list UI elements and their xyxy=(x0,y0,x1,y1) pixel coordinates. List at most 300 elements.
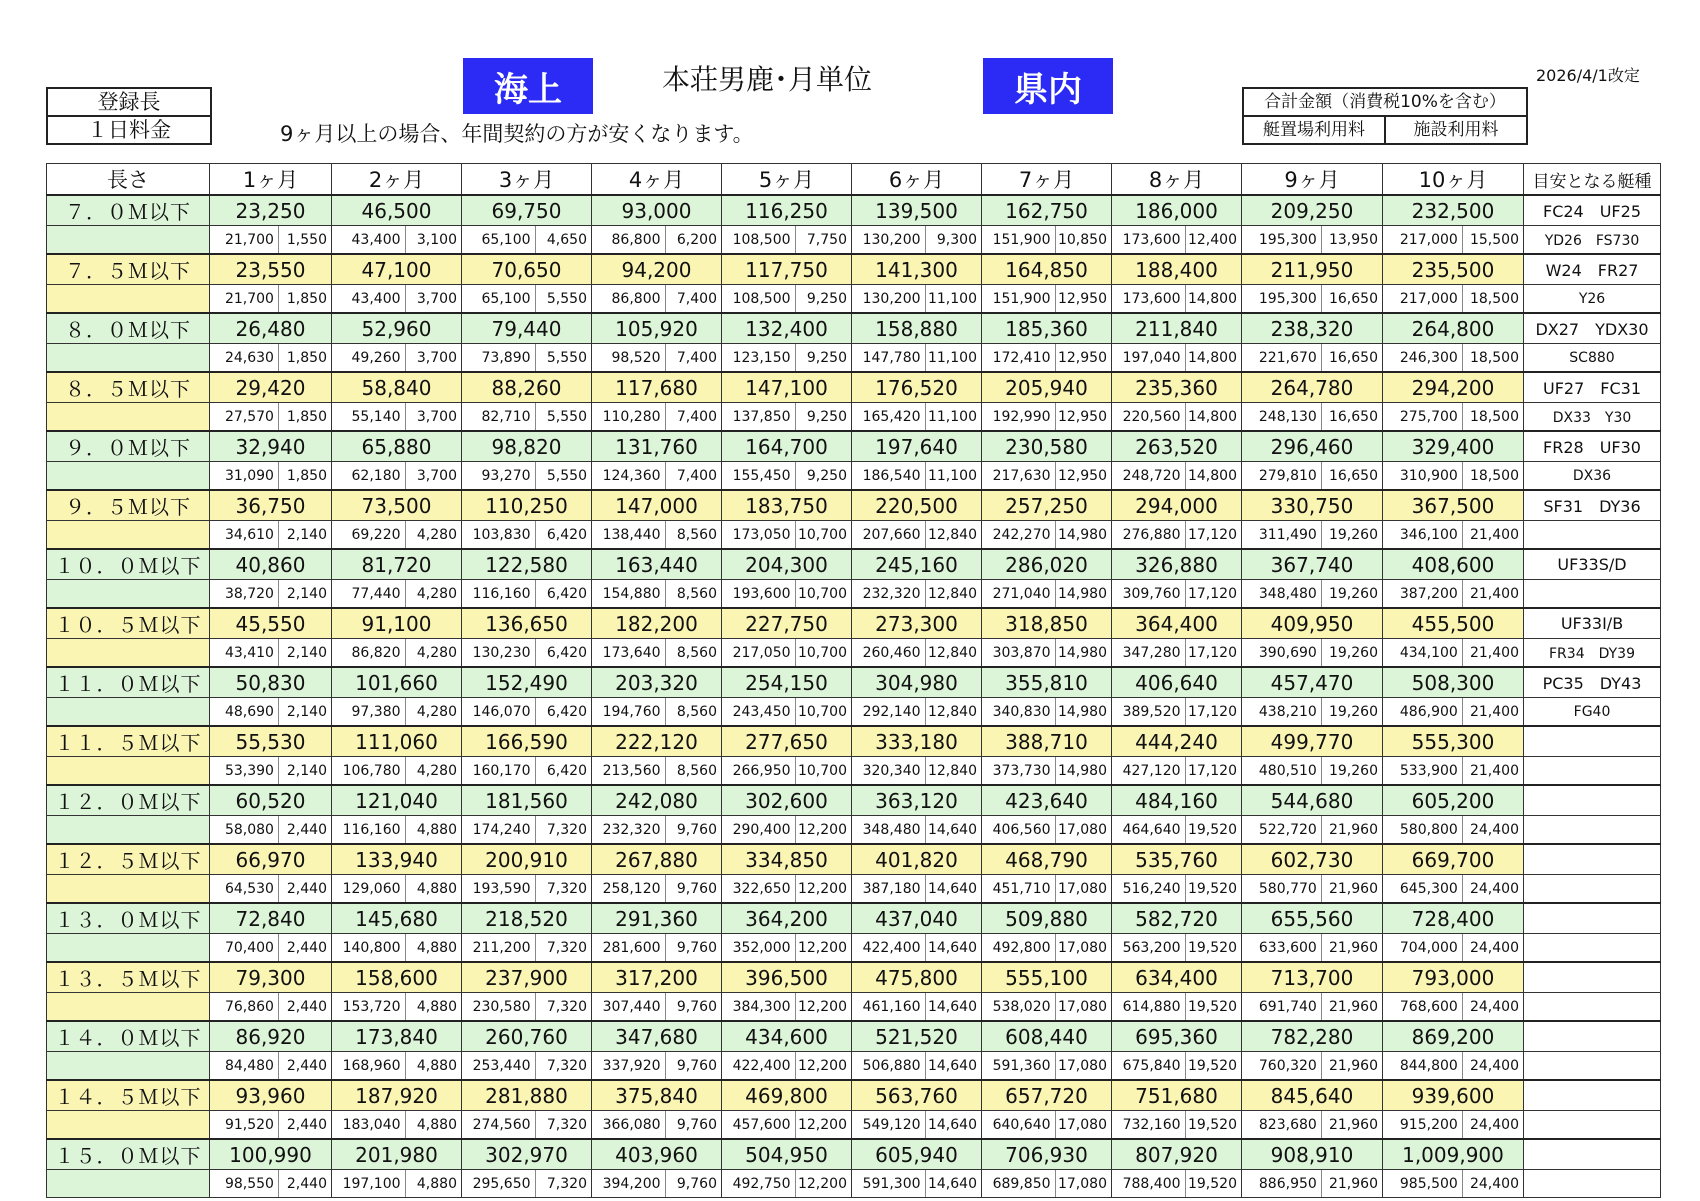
facility-fee: 24,400 xyxy=(1469,998,1519,1015)
fee-breakdown xyxy=(982,344,1112,373)
facility-fee: 10,700 xyxy=(797,526,847,543)
berth-fee: 86,820 xyxy=(332,639,406,666)
fee-breakdown xyxy=(1242,1170,1383,1198)
berth-fee: 130,230 xyxy=(462,639,536,666)
fee-breakdown xyxy=(722,1111,852,1140)
total-amount: 145,680 xyxy=(332,903,462,934)
fee-breakdown xyxy=(210,285,332,314)
boat-length-spacer xyxy=(47,403,210,432)
fee-breakdown xyxy=(592,1052,722,1081)
total-amount: 363,120 xyxy=(852,785,982,816)
berth-fee: 53,390 xyxy=(210,757,279,784)
fee-breakdown xyxy=(592,462,722,491)
facility-fee: 17,080 xyxy=(1057,1175,1107,1192)
berth-fee: 689,850 xyxy=(982,1170,1056,1197)
fee-breakdown xyxy=(1112,521,1242,550)
facility-fee: 18,500 xyxy=(1469,349,1519,366)
table-header-row xyxy=(47,164,1661,196)
fee-breakdown xyxy=(852,1170,982,1198)
fee-breakdown xyxy=(852,993,982,1022)
berth-fee: 137,850 xyxy=(722,403,796,430)
fee-breakdown xyxy=(1242,1111,1383,1140)
fee-breakdown xyxy=(1242,521,1383,550)
boat-model xyxy=(1524,934,1661,963)
fee-breakdown xyxy=(1242,698,1383,727)
total-amount: 260,760 xyxy=(462,1021,592,1052)
total-amount: 46,500 xyxy=(332,195,462,226)
total-amount: 101,660 xyxy=(332,667,462,698)
fee-breakdown xyxy=(852,344,982,373)
total-amount: 296,460 xyxy=(1242,431,1383,462)
facility-fee: 12,200 xyxy=(797,998,847,1015)
total-amount: 116,250 xyxy=(722,195,852,226)
total-amount: 238,320 xyxy=(1242,313,1383,344)
column-header: 7ヶ月 xyxy=(982,164,1112,196)
facility-fee: 2,440 xyxy=(286,998,327,1015)
fee-breakdown xyxy=(1383,993,1524,1022)
berth-fee: 230,580 xyxy=(462,993,536,1020)
berth-fee: 346,100 xyxy=(1383,521,1463,548)
facility-fee: 3,100 xyxy=(416,231,457,248)
facility-fee: 21,960 xyxy=(1328,1057,1378,1074)
boat-length-spacer xyxy=(47,285,210,314)
fee-breakdown xyxy=(210,1111,332,1140)
berth-fee: 823,680 xyxy=(1242,1111,1322,1138)
berth-fee: 614,880 xyxy=(1112,993,1186,1020)
total-amount: 117,680 xyxy=(592,372,722,403)
facility-fee: 11,100 xyxy=(927,349,977,366)
total-amount: 605,940 xyxy=(852,1139,982,1170)
total-amount: 133,940 xyxy=(332,844,462,875)
berth-fee: 130,200 xyxy=(852,285,926,312)
facility-fee: 12,840 xyxy=(927,526,977,543)
facility-fee: 17,080 xyxy=(1057,1057,1107,1074)
fee-breakdown xyxy=(332,639,462,668)
facility-fee: 10,700 xyxy=(797,703,847,720)
fee-breakdown xyxy=(982,1170,1112,1198)
total-amount: 186,000 xyxy=(1112,195,1242,226)
fee-breakdown xyxy=(592,580,722,609)
table-row xyxy=(47,667,1661,698)
fee-breakdown xyxy=(332,757,462,786)
total-amount: 475,800 xyxy=(852,962,982,993)
berth-fee: 24,630 xyxy=(210,344,279,371)
facility-fee: 12,950 xyxy=(1057,349,1107,366)
total-amount: 669,700 xyxy=(1383,844,1524,875)
berth-fee: 337,920 xyxy=(592,1052,666,1079)
facility-fee: 2,140 xyxy=(286,762,327,779)
boat-length: １３．０Ｍ以下 xyxy=(47,903,210,934)
facility-fee: 18,500 xyxy=(1469,467,1519,484)
total-amount: 164,850 xyxy=(982,254,1112,285)
total-amount: 166,590 xyxy=(462,726,592,757)
fee-breakdown xyxy=(1383,698,1524,727)
total-amount: 205,940 xyxy=(982,372,1112,403)
berth-fee: 48,690 xyxy=(210,698,279,725)
fee-breakdown xyxy=(982,875,1112,904)
berth-fee: 110,280 xyxy=(592,403,666,430)
fee-breakdown xyxy=(1383,816,1524,845)
total-amount: 220,500 xyxy=(852,490,982,521)
total-amount: 203,320 xyxy=(592,667,722,698)
fee-breakdown xyxy=(722,993,852,1022)
total-amount: 200,910 xyxy=(462,844,592,875)
berth-fee: 549,120 xyxy=(852,1111,926,1138)
berth-fee: 62,180 xyxy=(332,462,406,489)
fee-breakdown xyxy=(1383,226,1524,255)
total-amount: 508,300 xyxy=(1383,667,1524,698)
total-amount: 793,000 xyxy=(1383,962,1524,993)
table-row-breakdown xyxy=(47,934,1661,963)
total-amount: 204,300 xyxy=(722,549,852,580)
fee-breakdown xyxy=(722,816,852,845)
facility-fee: 7,320 xyxy=(546,1175,587,1192)
total-amount: 141,300 xyxy=(852,254,982,285)
total-amount: 230,580 xyxy=(982,431,1112,462)
berth-fee: 538,020 xyxy=(982,993,1056,1020)
total-amount: 211,950 xyxy=(1242,254,1383,285)
facility-fee: 1,850 xyxy=(286,349,327,366)
berth-fee: 86,800 xyxy=(592,226,666,253)
total-amount: 277,650 xyxy=(722,726,852,757)
column-header: 長さ xyxy=(47,164,210,196)
facility-fee: 14,980 xyxy=(1057,644,1107,661)
fee-breakdown xyxy=(1242,580,1383,609)
fee-breakdown xyxy=(1112,1170,1242,1198)
fee-breakdown xyxy=(210,875,332,904)
facility-fee: 19,520 xyxy=(1187,1116,1237,1133)
berth-fee: 246,300 xyxy=(1383,344,1463,371)
facility-fee: 21,960 xyxy=(1328,939,1378,956)
fee-breakdown xyxy=(210,580,332,609)
total-amount: 93,000 xyxy=(592,195,722,226)
facility-fee: 21,960 xyxy=(1328,880,1378,897)
table-row xyxy=(47,903,1661,934)
boat-length: １３．５Ｍ以下 xyxy=(47,962,210,993)
berth-fee: 348,480 xyxy=(1242,580,1322,607)
berth-fee: 394,200 xyxy=(592,1170,666,1197)
facility-fee: 14,980 xyxy=(1057,585,1107,602)
boat-length-spacer xyxy=(47,1052,210,1081)
facility-fee: 19,520 xyxy=(1187,821,1237,838)
berth-fee: 217,000 xyxy=(1383,285,1463,312)
fee-breakdown xyxy=(1112,757,1242,786)
facility-fee: 6,420 xyxy=(546,526,587,543)
total-amount: 499,770 xyxy=(1242,726,1383,757)
berth-fee: 217,000 xyxy=(1383,226,1463,253)
fee-breakdown xyxy=(852,1052,982,1081)
fee-breakdown xyxy=(462,403,592,432)
berth-fee: 506,880 xyxy=(852,1052,926,1079)
fee-breakdown xyxy=(210,698,332,727)
berth-fee: 242,270 xyxy=(982,521,1056,548)
total-amount: 254,150 xyxy=(722,667,852,698)
table-row xyxy=(47,313,1661,344)
berth-fee: 303,870 xyxy=(982,639,1056,666)
fee-breakdown xyxy=(332,1052,462,1081)
total-amount: 602,730 xyxy=(1242,844,1383,875)
boat-model: W24 FR27 xyxy=(1524,254,1661,285)
boat-model xyxy=(1524,903,1661,934)
facility-fee: 18,500 xyxy=(1469,290,1519,307)
badge-prefecture: 県内 xyxy=(983,58,1113,114)
fee-breakdown xyxy=(1242,875,1383,904)
berth-fee: 260,460 xyxy=(852,639,926,666)
fee-breakdown xyxy=(332,521,462,550)
total-amount: 1,009,900 xyxy=(1383,1139,1524,1170)
column-header: 1ヶ月 xyxy=(210,164,332,196)
berth-fee: 173,600 xyxy=(1112,285,1186,312)
total-amount: 468,790 xyxy=(982,844,1112,875)
berth-fee: 387,200 xyxy=(1383,580,1463,607)
facility-fee: 24,400 xyxy=(1469,1175,1519,1192)
fee-breakdown xyxy=(852,226,982,255)
facility-fee: 12,840 xyxy=(927,585,977,602)
column-header: 3ヶ月 xyxy=(462,164,592,196)
fee-breakdown xyxy=(982,403,1112,432)
fee-breakdown xyxy=(852,462,982,491)
facility-fee: 12,200 xyxy=(797,880,847,897)
total-amount: 222,120 xyxy=(592,726,722,757)
berth-fee: 232,320 xyxy=(852,580,926,607)
total-amount: 264,800 xyxy=(1383,313,1524,344)
berth-fee: 123,150 xyxy=(722,344,796,371)
facility-fee: 17,080 xyxy=(1057,939,1107,956)
berth-fee: 768,600 xyxy=(1383,993,1463,1020)
boat-model xyxy=(1524,1052,1661,1081)
total-amount: 188,400 xyxy=(1112,254,1242,285)
facility-fee: 21,400 xyxy=(1469,703,1519,720)
boat-length: １４．０Ｍ以下 xyxy=(47,1021,210,1052)
total-amount: 535,760 xyxy=(1112,844,1242,875)
berth-fee: 69,220 xyxy=(332,521,406,548)
table-row xyxy=(47,1021,1661,1052)
berth-fee: 172,410 xyxy=(982,344,1056,371)
total-amount: 706,930 xyxy=(982,1139,1112,1170)
fee-breakdown xyxy=(1112,344,1242,373)
fee-breakdown xyxy=(1242,816,1383,845)
total-amount: 73,500 xyxy=(332,490,462,521)
berth-fee: 130,200 xyxy=(852,226,926,253)
berth-fee: 129,060 xyxy=(332,875,406,902)
facility-fee: 10,700 xyxy=(797,585,847,602)
facility-fee: 24,400 xyxy=(1469,821,1519,838)
fee-breakdown xyxy=(1383,403,1524,432)
fee-breakdown xyxy=(592,993,722,1022)
fee-breakdown xyxy=(982,757,1112,786)
berth-fee: 146,070 xyxy=(462,698,536,725)
berth-fee: 274,560 xyxy=(462,1111,536,1138)
total-amount: 355,810 xyxy=(982,667,1112,698)
fee-breakdown xyxy=(332,403,462,432)
column-header: 目安となる艇種 xyxy=(1524,164,1661,196)
fee-breakdown xyxy=(722,1170,852,1198)
berth-fee: 461,160 xyxy=(852,993,926,1020)
total-amount: 364,200 xyxy=(722,903,852,934)
total-amount: 201,980 xyxy=(332,1139,462,1170)
boat-length: ８．０Ｍ以下 xyxy=(47,313,210,344)
facility-fee: 14,800 xyxy=(1187,408,1237,425)
total-amount: 634,400 xyxy=(1112,962,1242,993)
berth-fee: 116,160 xyxy=(462,580,536,607)
facility-fee: 8,560 xyxy=(676,644,717,661)
fee-breakdown xyxy=(1383,285,1524,314)
total-amount: 173,840 xyxy=(332,1021,462,1052)
facility-fee: 9,250 xyxy=(806,408,847,425)
total-amount: 318,850 xyxy=(982,608,1112,639)
fee-breakdown xyxy=(592,1111,722,1140)
fee-breakdown xyxy=(722,875,852,904)
total-amount: 72,840 xyxy=(210,903,332,934)
fee-breakdown xyxy=(592,639,722,668)
fee-breakdown xyxy=(462,580,592,609)
facility-fee: 14,800 xyxy=(1187,290,1237,307)
berth-fee: 192,990 xyxy=(982,403,1056,430)
fee-breakdown xyxy=(1242,757,1383,786)
boat-model: SC880 xyxy=(1524,344,1661,373)
berth-fee: 580,800 xyxy=(1383,816,1463,843)
fee-breakdown xyxy=(722,462,852,491)
facility-fee: 2,440 xyxy=(286,1116,327,1133)
facility-fee: 17,120 xyxy=(1187,526,1237,543)
total-amount: 484,160 xyxy=(1112,785,1242,816)
total-amount: 132,400 xyxy=(722,313,852,344)
fee-breakdown xyxy=(852,934,982,963)
berth-fee: 348,480 xyxy=(852,816,926,843)
total-amount: 88,260 xyxy=(462,372,592,403)
fee-breakdown xyxy=(592,1170,722,1198)
facility-fee: 7,400 xyxy=(676,467,717,484)
facility-fee: 11,100 xyxy=(927,467,977,484)
facility-fee: 9,250 xyxy=(806,467,847,484)
boat-length-spacer xyxy=(47,816,210,845)
total-amount: 326,880 xyxy=(1112,549,1242,580)
table-row-breakdown xyxy=(47,462,1661,491)
total-amount: 242,080 xyxy=(592,785,722,816)
total-amount: 86,920 xyxy=(210,1021,332,1052)
facility-fee: 19,520 xyxy=(1187,939,1237,956)
total-amount: 139,500 xyxy=(852,195,982,226)
table-row-breakdown xyxy=(47,816,1661,845)
berth-fee: 760,320 xyxy=(1242,1052,1322,1079)
total-amount: 163,440 xyxy=(592,549,722,580)
facility-fee: 1,850 xyxy=(286,408,327,425)
boat-length-spacer xyxy=(47,462,210,491)
fee-breakdown xyxy=(332,934,462,963)
facility-fee: 6,200 xyxy=(676,231,717,248)
berth-fee: 276,880 xyxy=(1112,521,1186,548)
berth-fee: 183,040 xyxy=(332,1111,406,1138)
total-amount: 401,820 xyxy=(852,844,982,875)
fee-breakdown xyxy=(1242,639,1383,668)
berth-fee: 108,500 xyxy=(722,226,796,253)
berth-fee: 232,320 xyxy=(592,816,666,843)
total-amount: 36,750 xyxy=(210,490,332,521)
facility-fee: 19,260 xyxy=(1328,703,1378,720)
berth-fee: 116,160 xyxy=(332,816,406,843)
berth-fee: 155,450 xyxy=(722,462,796,489)
total-amount: 235,500 xyxy=(1383,254,1524,285)
facility-fee: 4,880 xyxy=(416,1057,457,1074)
berth-fee: 91,520 xyxy=(210,1111,279,1138)
fee-breakdown xyxy=(462,1111,592,1140)
total-amount: 396,500 xyxy=(722,962,852,993)
total-amount: 444,240 xyxy=(1112,726,1242,757)
total-amount: 235,360 xyxy=(1112,372,1242,403)
boat-model xyxy=(1524,844,1661,875)
berth-fee: 243,450 xyxy=(722,698,796,725)
fee-breakdown xyxy=(1383,580,1524,609)
total-amount: 29,420 xyxy=(210,372,332,403)
table-row xyxy=(47,785,1661,816)
berth-fee: 275,700 xyxy=(1383,403,1463,430)
facility-fee: 12,200 xyxy=(797,821,847,838)
total-amount: 227,750 xyxy=(722,608,852,639)
total-amount: 294,200 xyxy=(1383,372,1524,403)
facility-fee: 21,400 xyxy=(1469,762,1519,779)
table-row xyxy=(47,726,1661,757)
berth-fee: 438,210 xyxy=(1242,698,1322,725)
total-amount: 406,640 xyxy=(1112,667,1242,698)
fee-breakdown xyxy=(852,403,982,432)
fee-breakdown xyxy=(462,816,592,845)
fee-breakdown xyxy=(592,285,722,314)
table-row xyxy=(47,195,1661,226)
berth-fee: 633,600 xyxy=(1242,934,1322,961)
fee-breakdown xyxy=(1112,403,1242,432)
facility-fee: 9,250 xyxy=(806,349,847,366)
facility-fee: 14,980 xyxy=(1057,762,1107,779)
berth-fee: 58,080 xyxy=(210,816,279,843)
facility-fee: 6,420 xyxy=(546,644,587,661)
facility-fee: 8,560 xyxy=(676,585,717,602)
table-row-breakdown xyxy=(47,1170,1661,1198)
total-amount: 294,000 xyxy=(1112,490,1242,521)
total-amount: 257,250 xyxy=(982,490,1112,521)
fee-breakdown xyxy=(210,521,332,550)
total-amount: 939,600 xyxy=(1383,1080,1524,1111)
fee-breakdown xyxy=(1242,344,1383,373)
fee-breakdown xyxy=(1242,226,1383,255)
total-amount: 110,250 xyxy=(462,490,592,521)
facility-fee: 17,080 xyxy=(1057,998,1107,1015)
facility-fee: 1,850 xyxy=(286,290,327,307)
total-amount: 65,880 xyxy=(332,431,462,462)
boat-model: YD26 FS730 xyxy=(1524,226,1661,255)
fee-breakdown xyxy=(982,580,1112,609)
facility-fee: 7,320 xyxy=(546,1116,587,1133)
total-amount: 162,750 xyxy=(982,195,1112,226)
total-amount: 403,960 xyxy=(592,1139,722,1170)
fee-breakdown xyxy=(210,462,332,491)
facility-fee: 18,500 xyxy=(1469,408,1519,425)
berth-fee: 366,080 xyxy=(592,1111,666,1138)
facility-fee: 4,280 xyxy=(416,526,457,543)
berth-fee: 591,300 xyxy=(852,1170,926,1197)
berth-fee: 168,960 xyxy=(332,1052,406,1079)
facility-fee: 3,700 xyxy=(416,349,457,366)
fee-breakdown xyxy=(210,403,332,432)
fee-breakdown xyxy=(852,580,982,609)
total-amount: 158,600 xyxy=(332,962,462,993)
berth-fee: 258,120 xyxy=(592,875,666,902)
berth-fee: 93,270 xyxy=(462,462,536,489)
berth-fee: 193,600 xyxy=(722,580,796,607)
berth-fee: 640,640 xyxy=(982,1111,1056,1138)
berth-fee: 253,440 xyxy=(462,1052,536,1079)
boat-model xyxy=(1524,1021,1661,1052)
facility-fee: 17,080 xyxy=(1057,880,1107,897)
